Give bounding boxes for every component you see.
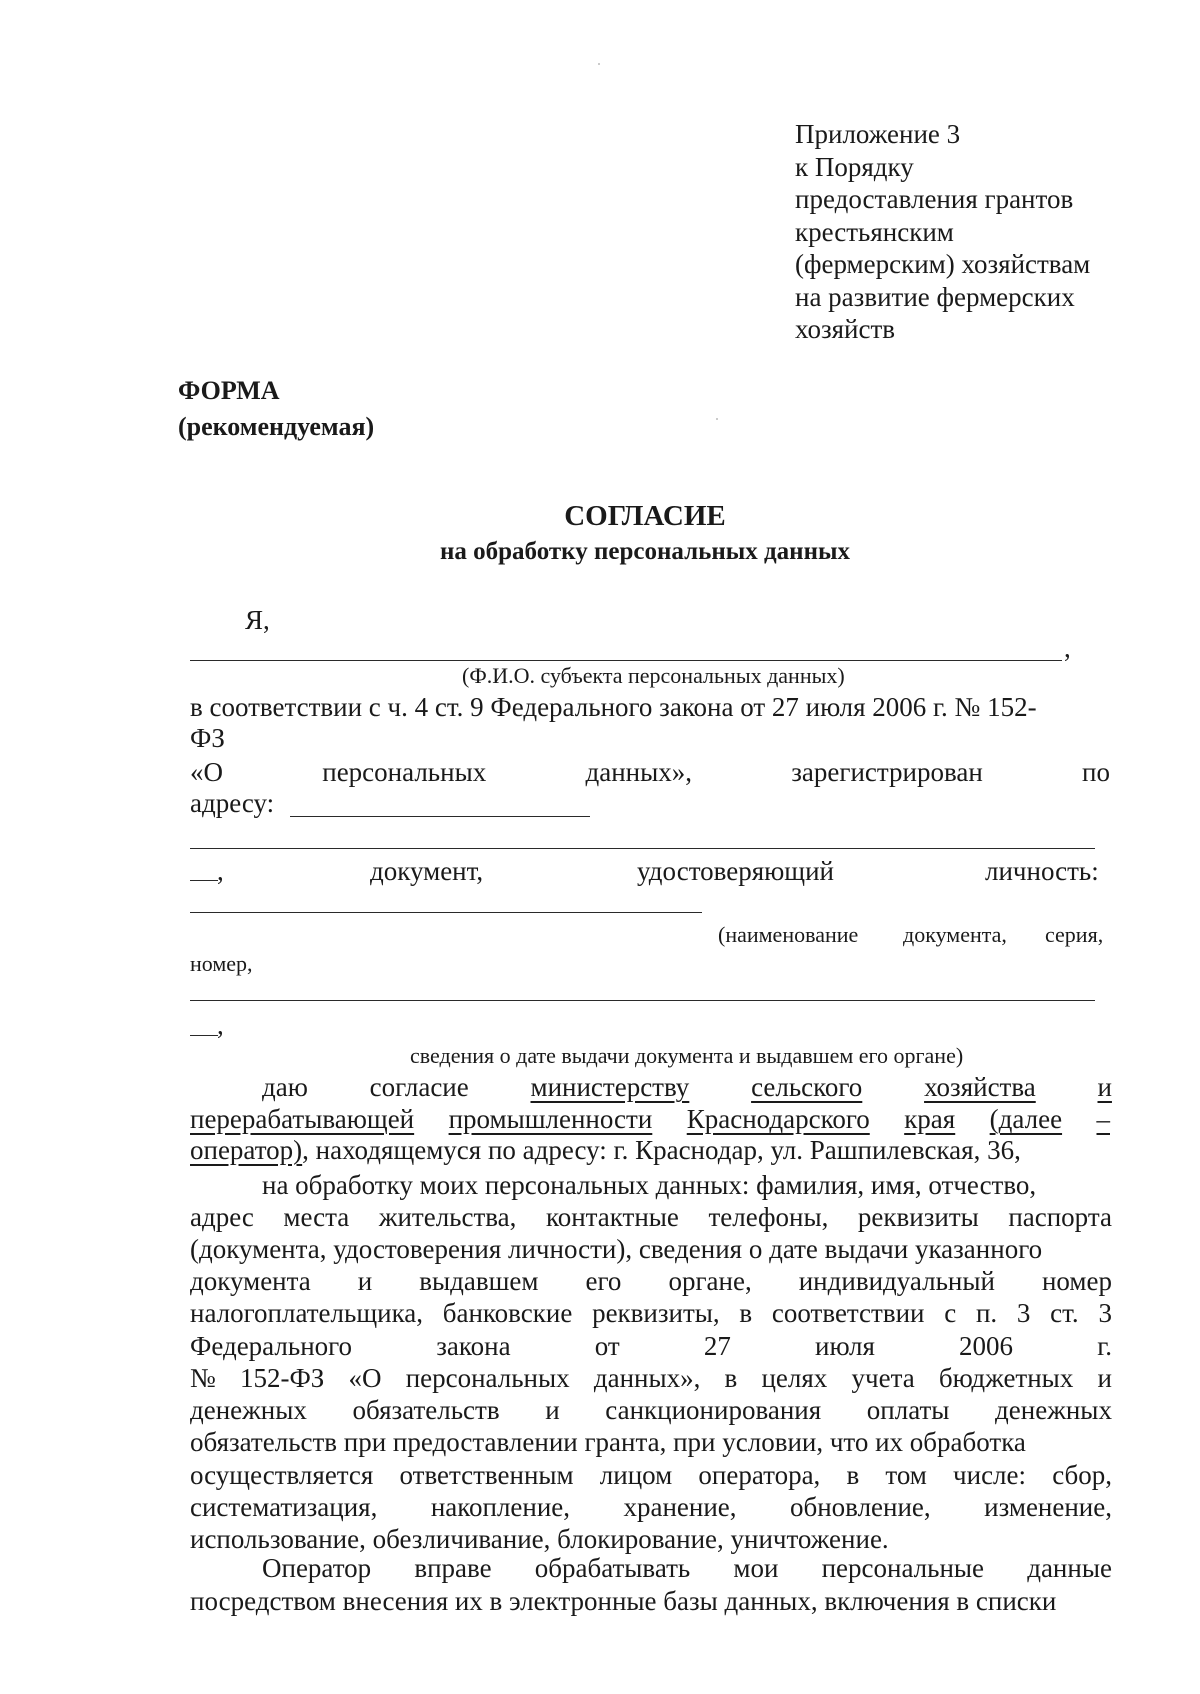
word: от bbox=[594, 1331, 620, 1361]
word: г. bbox=[1097, 1331, 1112, 1361]
word: адрес bbox=[190, 1202, 254, 1232]
document-blank-line-2[interactable] bbox=[190, 1000, 1095, 1001]
word: контактные bbox=[545, 1202, 679, 1232]
word: персональных bbox=[322, 757, 487, 787]
paragraph-1-line bbox=[190, 1524, 1112, 1555]
word: мои bbox=[733, 1553, 779, 1583]
word: ответственным bbox=[399, 1460, 574, 1490]
word: хозяйства bbox=[924, 1072, 1036, 1102]
word: санкционирования bbox=[605, 1395, 822, 1425]
word: вправе bbox=[414, 1553, 492, 1583]
consent-line-1 bbox=[262, 1072, 1112, 1103]
word: «О bbox=[348, 1363, 382, 1393]
word: 152-ФЗ bbox=[239, 1363, 325, 1393]
word: края bbox=[904, 1104, 956, 1134]
appendix-line: Приложение 3 bbox=[795, 119, 961, 149]
word: накопление, bbox=[430, 1492, 571, 1522]
consent-line-2 bbox=[190, 1104, 1110, 1135]
doc-word-1: документ, bbox=[370, 856, 484, 886]
word: числе: bbox=[953, 1460, 1027, 1490]
intro-ja: Я, bbox=[245, 605, 270, 635]
address-blank-line-2[interactable] bbox=[190, 848, 1095, 849]
word: Федерального bbox=[190, 1331, 353, 1361]
word: июля bbox=[815, 1331, 875, 1361]
doc-word-2: удостоверяющий bbox=[637, 856, 834, 886]
doc-caption-3: серия, bbox=[1045, 922, 1104, 947]
word: целях bbox=[761, 1363, 828, 1393]
word: сельского bbox=[751, 1072, 863, 1102]
word: оператора, bbox=[698, 1460, 821, 1490]
word: Краснодарского bbox=[686, 1104, 870, 1134]
word: в bbox=[846, 1460, 860, 1490]
word: даю bbox=[262, 1072, 308, 1102]
doc-word-3: личность: bbox=[985, 856, 1099, 886]
form-label-subtitle: (рекомендуемая) bbox=[178, 412, 375, 441]
word: лицом bbox=[599, 1460, 673, 1490]
word: промышленности bbox=[448, 1104, 653, 1134]
word: 3 bbox=[1098, 1298, 1112, 1328]
word: (далее bbox=[989, 1104, 1063, 1134]
word: соответствии bbox=[771, 1298, 925, 1328]
word: номер bbox=[1041, 1266, 1112, 1296]
appendix-line: на развитие фермерских bbox=[795, 281, 1075, 312]
word: «О bbox=[190, 757, 223, 787]
word: обязательств bbox=[352, 1395, 500, 1425]
law-line-2: ФЗ bbox=[190, 723, 225, 753]
appendix-block bbox=[795, 118, 1090, 346]
word: использование, обезличивание, блокирование, уничтожение. bbox=[190, 1524, 889, 1554]
word: данных», bbox=[585, 757, 692, 787]
word: индивидуальный bbox=[798, 1266, 995, 1296]
law-line-1: в соответствии с ч. 4 ст. 9 Федерального закона от 27 июля 2006 г. № 152- bbox=[190, 692, 1037, 722]
fio-caption: (Ф.И.О. субъекта персональных данных) bbox=[462, 663, 845, 688]
operator-address: , находящемуся по адресу: г. Краснодар, ул. Рашпилевская, 36, bbox=[302, 1135, 1021, 1165]
address-end-comma: , bbox=[217, 856, 224, 886]
word: места bbox=[283, 1202, 350, 1232]
paragraph-1-line bbox=[190, 1331, 1112, 1362]
paragraph-1-line bbox=[190, 1460, 1112, 1491]
consent-line-3 bbox=[190, 1135, 1021, 1166]
word: налогоплательщика, bbox=[190, 1298, 424, 1328]
document-blank-line[interactable] bbox=[190, 912, 702, 913]
word: осуществляется bbox=[190, 1460, 374, 1490]
word: согласие bbox=[369, 1072, 469, 1102]
issue-end-comma: , bbox=[217, 1010, 224, 1040]
document-title: СОГЛАСИЕ bbox=[564, 500, 726, 532]
paragraph-1-line bbox=[262, 1170, 1112, 1201]
word: персональных bbox=[405, 1363, 570, 1393]
word: том bbox=[885, 1460, 927, 1490]
word: Оператор bbox=[262, 1553, 372, 1583]
paragraph-1-line bbox=[190, 1363, 1112, 1394]
word: оплаты bbox=[866, 1395, 950, 1425]
paragraph-1-line bbox=[190, 1202, 1112, 1233]
paragraph-1-line bbox=[190, 1395, 1112, 1426]
paragraph-2-line-1 bbox=[262, 1553, 1112, 1584]
law-line-3 bbox=[190, 757, 1110, 788]
word: обрабатывать bbox=[534, 1553, 691, 1583]
paragraph-1-line bbox=[190, 1266, 1112, 1297]
word: денежных bbox=[995, 1395, 1112, 1425]
word: закона bbox=[436, 1331, 511, 1361]
word: ст. bbox=[1050, 1298, 1079, 1328]
word: – bbox=[1096, 1104, 1110, 1134]
word: и bbox=[1097, 1072, 1112, 1102]
word: данные bbox=[1027, 1553, 1112, 1583]
word: на обработку моих персональных данных: фамилия, имя, отчество, bbox=[262, 1170, 1037, 1200]
word: 3 bbox=[1016, 1298, 1031, 1328]
fio-comma: , bbox=[1064, 633, 1071, 663]
word: в bbox=[739, 1298, 753, 1328]
word: перерабатывающей bbox=[190, 1104, 415, 1134]
appendix-line: хозяйств bbox=[795, 314, 896, 344]
address-blank-line[interactable] bbox=[290, 816, 590, 817]
word: его bbox=[585, 1266, 622, 1296]
doc-caption-1: (наименование bbox=[718, 922, 859, 947]
issue-end-blank[interactable] bbox=[190, 1015, 218, 1036]
word: жительства, bbox=[378, 1202, 517, 1232]
word: документа bbox=[190, 1266, 311, 1296]
word: реквизиты bbox=[857, 1202, 979, 1232]
form-label bbox=[178, 373, 374, 445]
paragraph-1-line bbox=[190, 1492, 1112, 1523]
address-label: адресу: bbox=[190, 788, 275, 818]
word: денежных bbox=[190, 1395, 307, 1425]
word: телефоны, bbox=[708, 1202, 829, 1232]
fio-blank-line[interactable] bbox=[190, 660, 1062, 661]
word: № bbox=[190, 1363, 216, 1393]
scan-speck bbox=[598, 63, 600, 65]
word: бюджетных bbox=[938, 1363, 1074, 1393]
paragraph-1-line bbox=[190, 1234, 1112, 1265]
paragraph-1-line bbox=[190, 1427, 1112, 1458]
word: 2006 bbox=[959, 1331, 1014, 1361]
word: выдавшем bbox=[419, 1266, 539, 1296]
appendix-line: к Порядку bbox=[795, 151, 914, 182]
word: данных», bbox=[593, 1363, 701, 1393]
doc-caption-2: документа, bbox=[903, 922, 1007, 947]
issue-caption: сведения о дате выдачи документа и выдавшем его органе) bbox=[410, 1043, 964, 1068]
appendix-line: предоставления грантов bbox=[795, 184, 1074, 214]
word: в bbox=[724, 1363, 738, 1393]
word: и bbox=[545, 1395, 560, 1425]
word: зарегистрирован bbox=[791, 757, 983, 787]
word: паспорта bbox=[1008, 1202, 1112, 1232]
word: 27 bbox=[703, 1331, 731, 1361]
paragraph-2-line-2: посредством внесения их в электронные базы данных, включения в списки bbox=[190, 1586, 1057, 1616]
document-subtitle: на обработку персональных данных bbox=[440, 538, 850, 565]
word: изменение, bbox=[984, 1492, 1112, 1522]
word: органе, bbox=[668, 1266, 752, 1296]
paragraph-1-line bbox=[190, 1298, 1112, 1329]
word: с bbox=[944, 1298, 957, 1328]
word: (документа, удостоверения личности), сведения о дате выдачи указанного bbox=[190, 1234, 1043, 1264]
scan-speck bbox=[716, 418, 718, 420]
word: реквизиты, bbox=[592, 1298, 720, 1328]
appendix-line: (фермерским) хозяйствам bbox=[795, 249, 1091, 279]
word: по bbox=[1082, 757, 1110, 787]
word: персональные bbox=[821, 1553, 985, 1583]
word: хранение, bbox=[623, 1492, 737, 1522]
word: п. bbox=[975, 1298, 998, 1328]
word: учета bbox=[851, 1363, 915, 1393]
word: обязательств при предоставлении гранта, при условии, что их обработка bbox=[190, 1427, 1026, 1457]
word: и bbox=[1097, 1363, 1112, 1393]
word: министерству bbox=[530, 1072, 690, 1102]
word: обновление, bbox=[790, 1492, 931, 1522]
operator-word: оператор) bbox=[190, 1135, 303, 1165]
word: и bbox=[357, 1266, 373, 1296]
doc-caption-4: номер, bbox=[190, 951, 253, 976]
word: банковские bbox=[442, 1298, 573, 1328]
appendix-line: крестьянским bbox=[795, 216, 954, 247]
form-label-title: ФОРМА bbox=[178, 376, 280, 405]
word: систематизация, bbox=[190, 1492, 378, 1522]
address-end-blank[interactable] bbox=[190, 860, 218, 881]
word: сбор, bbox=[1052, 1460, 1112, 1490]
